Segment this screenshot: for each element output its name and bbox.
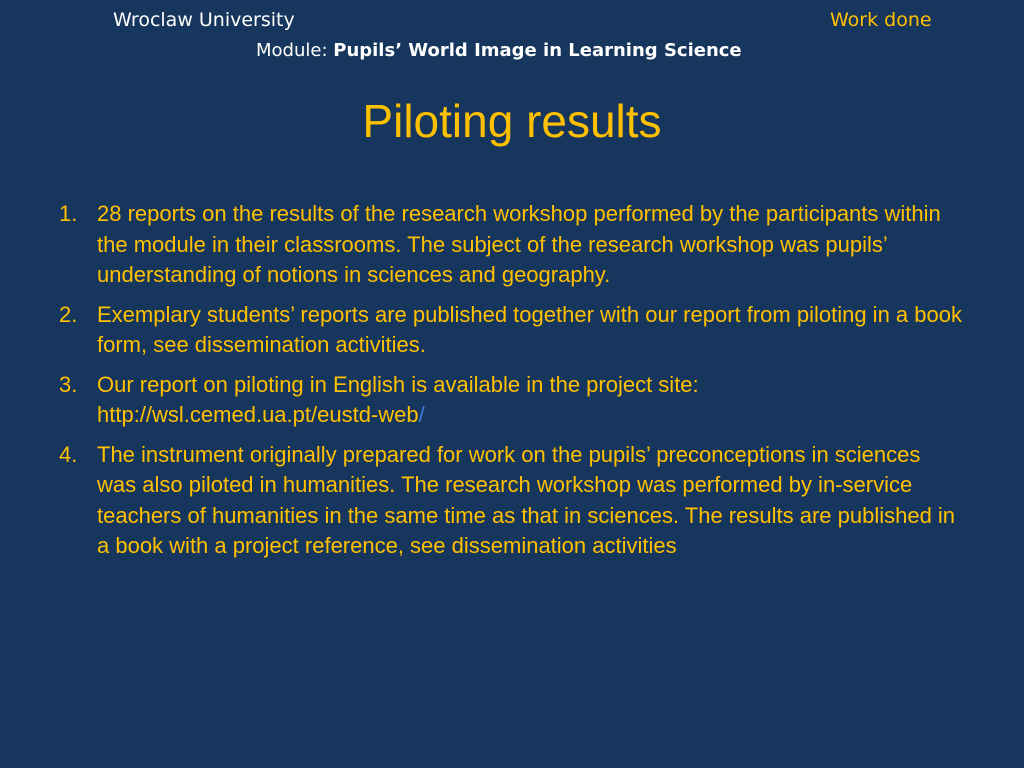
institution-label: Wroclaw University [113, 9, 295, 31]
list-item-number: 3. [59, 371, 78, 397]
section-label: Work done [830, 9, 932, 31]
list-item-text: The instrument originally prepared for work on the pupils’ preconceptions in sciences was also piloted in humanities. The research workshop was performed by in-service teachers of humanities in the same time as that in sciences. The results are published in a book with a project reference, see dissemination activities [97, 441, 956, 558]
list-item-text: 28 reports on the results of the research workshop performed by the participants within the module in their classrooms. The subject of the research workshop was pupils’ understanding of notions in sciences and geography. [97, 201, 941, 287]
list-item [55, 370, 965, 431]
list-item-text: Our report on piloting in English is available in the project site: [97, 371, 699, 397]
project-site-link-suffix[interactable]: / [418, 402, 425, 427]
module-prefix: Module: [256, 40, 334, 61]
module-name: Pupils’ World Image in Learning Science [333, 40, 742, 61]
results-list [55, 199, 965, 571]
list-item-number: 1. [59, 201, 78, 226]
module-line [256, 40, 742, 61]
project-site-link[interactable]: http://wsl.cemed.ua.pt/eustd-web [97, 402, 419, 427]
list-item-text: Exemplary students’ reports are published together with our report from piloting in a book form, see dissemination activities. [97, 301, 962, 357]
list-item [55, 199, 965, 291]
list-item [55, 440, 965, 562]
list-item-number: 4. [59, 441, 78, 467]
list-item-number: 2. [59, 301, 78, 327]
list-item [55, 300, 965, 361]
slide-title: Piloting results [362, 95, 662, 147]
